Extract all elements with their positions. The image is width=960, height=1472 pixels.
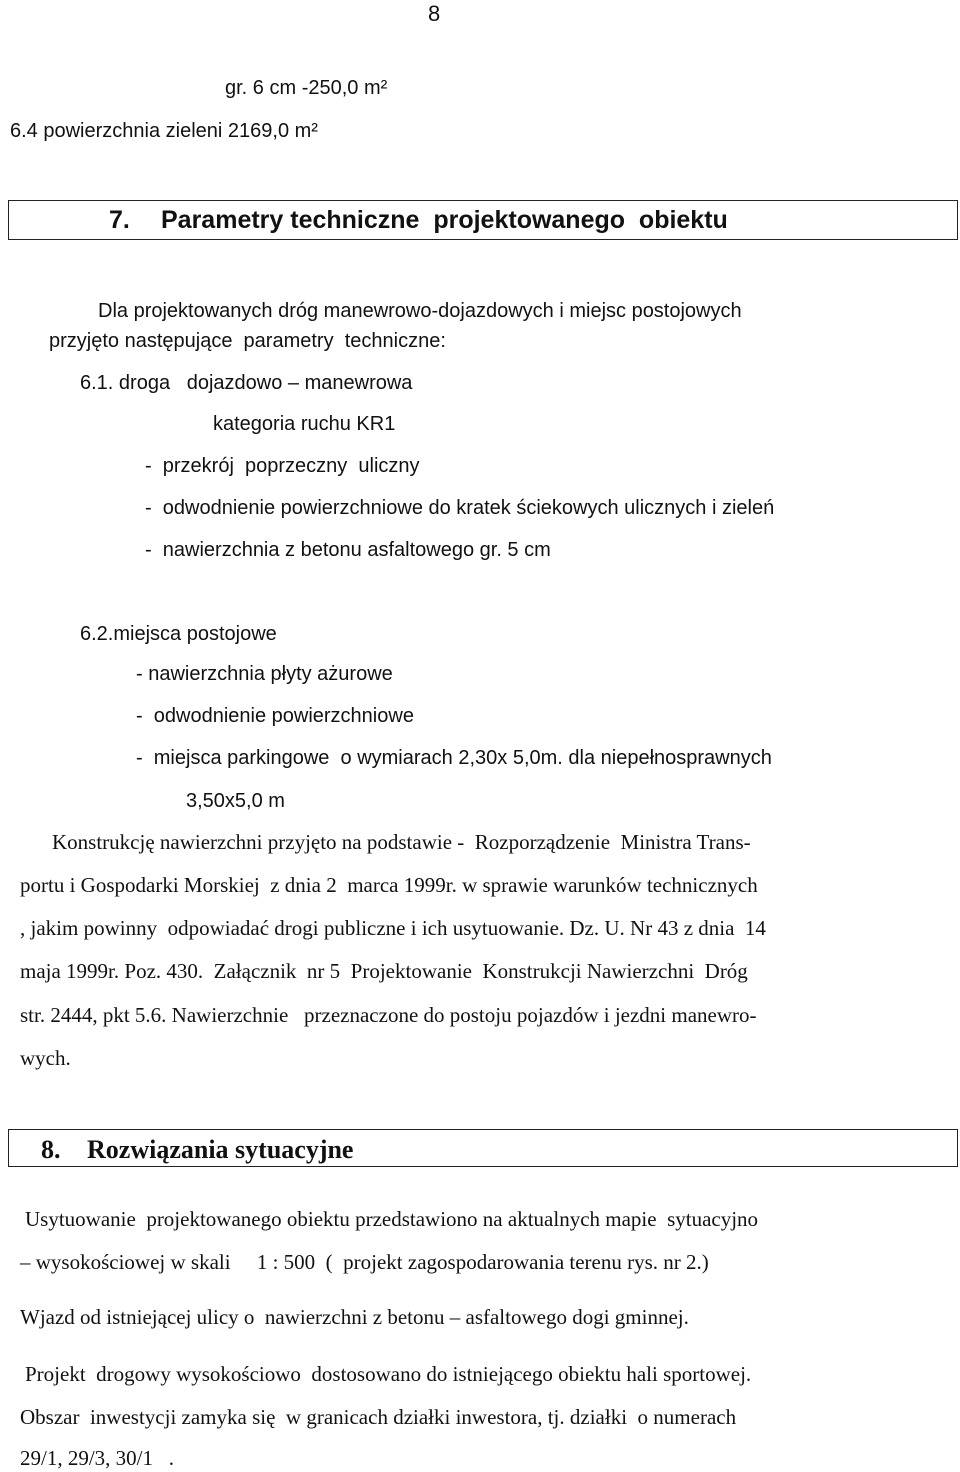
paragraph-line: – wysokościowej w skali 1 : 500 ( projekt zagospodarowania terenu rys. nr 2.): [20, 1250, 709, 1274]
section-8-heading: [8, 1129, 958, 1167]
paragraph-line: Usytuowanie projektowanego obiektu przedstawiono na aktualnych mapie sytuacyjno: [25, 1207, 759, 1231]
section-7-title: Parametry techniczne projektowanego obiektu: [161, 206, 728, 234]
page-number: 8: [428, 1, 441, 26]
paragraph-line: Projekt drogowy wysokościowo dostosowano do istniejącego obiektu hali sportowej.: [25, 1362, 752, 1386]
paragraph-line: , jakim powinny odpowiadać drogi publiczne i ich usytuowanie. Dz. U. Nr 43 z dnia 14: [20, 916, 766, 940]
list-item: - odwodnienie powierzchniowe do kratek ściekowych ulicznych i zieleń: [145, 497, 775, 519]
section-8-number: 8.: [41, 1135, 61, 1164]
paragraph-line: maja 1999r. Poz. 430. Załącznik nr 5 Projektowanie Konstrukcji Nawierzchni Dróg: [20, 959, 748, 983]
subsection-6-2-heading: 6.2.miejsca postojowe: [80, 623, 277, 645]
paragraph-line: 29/1, 29/3, 30/1 .: [20, 1446, 175, 1470]
text-line: gr. 6 cm -250,0 m²: [225, 77, 388, 99]
disabled-parking-dimension: 3,50x5,0 m: [186, 790, 285, 812]
list-item: - odwodnienie powierzchniowe: [136, 705, 414, 727]
list-item: - miejsca parkingowe o wymiarach 2,30x 5,0m. dla niepełnosprawnych: [136, 747, 772, 769]
list-item: - nawierzchnia płyty ażurowe: [136, 663, 393, 685]
paragraph-line: str. 2444, pkt 5.6. Nawierzchnie przeznaczone do postoju pojazdów i jezdni manewro-: [20, 1003, 757, 1027]
paragraph-line: portu i Gospodarki Morskiej z dnia 2 marca 1999r. w sprawie warunków technicznych: [20, 873, 758, 897]
text-line: 6.4 powierzchnia zieleni 2169,0 m²: [10, 120, 318, 142]
paragraph-line: Obszar inwestycji zamyka się w granicach działki inwestora, tj. działki o numerach: [20, 1405, 737, 1429]
intro-line: Dla projektowanych dróg manewrowo-dojazdowych i miejsc postojowych: [98, 300, 742, 322]
section-7-number: 7.: [109, 206, 130, 234]
paragraph-line: Konstrukcję nawierzchni przyjęto na podstawie - Rozporządzenie Ministra Trans-: [52, 830, 751, 854]
paragraph-line: Wjazd od istniejącej ulicy o nawierzchni z betonu – asfaltowego dogi gminnej.: [20, 1305, 689, 1329]
intro-line: przyjęto następujące parametry techniczne:: [49, 330, 446, 352]
section-7-heading: [8, 200, 958, 240]
list-item: - nawierzchnia z betonu asfaltowego gr. 5 cm: [145, 539, 551, 561]
traffic-category: kategoria ruchu KR1: [213, 413, 396, 435]
section-8-title: Rozwiązania sytuacyjne: [87, 1135, 354, 1164]
subsection-6-1-heading: 6.1. droga dojazdowo – manewrowa: [80, 372, 413, 394]
list-item: - przekrój poprzeczny uliczny: [145, 455, 420, 477]
paragraph-line: wych.: [20, 1046, 71, 1070]
